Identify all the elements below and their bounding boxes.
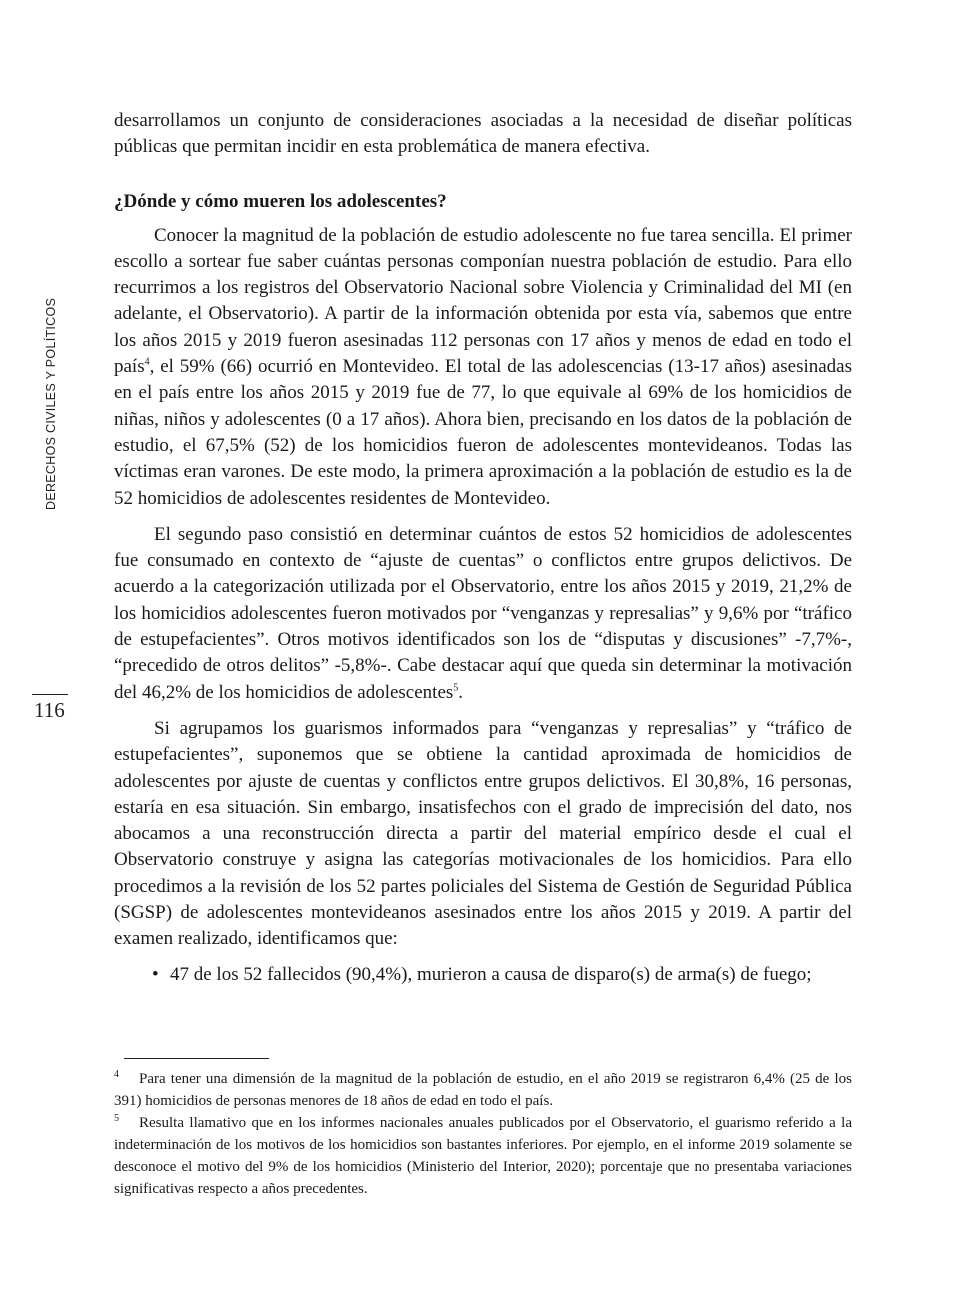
paragraph-2-text-a: El segundo paso consistió en determinar cuántos de estos 52 homicidios de adolescentes fue consumado en contexto de “ajuste de cuentas” o conflictos entre grupos delictivos. De acuerdo a la categorización utilizada por el Observatorio, entre los años 2015 y 2019, 21,2% de los homicidios adolescentes fueron motivados por “venganzas y represalias” y 9,6% por “tráfico de estupefacientes”. Otros motivos identificados son los de “disputas y discusiones” -7,7%-, “precedido de otros delitos” -5,8%-. Cabe destacar aquí que queda sin determinar la motivación del 46,2% de los homicidios de adolescentes: [114, 523, 852, 703]
page-number: 116: [34, 698, 65, 722]
paragraph-2: [114, 522, 852, 706]
list-item: [114, 962, 852, 988]
paragraph-1-text-a: Conocer la magnitud de la población de estudio adolescente no fue tarea sencilla. El primer escollo a sortear fue saber cuántas personas componían nuestra población de estudio. Para ello recurrimos a los registros del Observatorio Nacional sobre Violencia y Criminalidad del MI (en adelante, el Observatorio). A partir de la información obtenida por esta vía, sabemos que entre los años 2015 y 2019 fueron asesinadas 112 personas con 17 años y menos de edad en todo el país: [114, 224, 852, 378]
paragraph-3: Si agrupamos los guarismos informados para “venganzas y represalias” y “tráfico de estupefacientes”, suponemos que se obtiene la cantidad aproximada de homicidios de adolescentes por ajuste de cuentas y conflictos entre grupos delictivos. El 30,8%, 16 personas, estaría en esa situación. Sin embargo, insatisfechos con el grado de imprecisión del dato, nos abocamos a una reconstrucción directa a partir del material empírico desde el cual el Observatorio construye y asigna las categorías motivacionales de los homicidios. Para ello procedimos a la revisión de los 52 partes policiales del Sistema de Gestión de Seguridad Pública (SGSP) de adolescentes montevideanos asesinados entre los años 2015 y 2019. A partir del examen realizado, identificamos que:: [114, 717, 852, 950]
footnote-number: 4: [114, 1069, 119, 1080]
footnote-separator: [124, 1058, 269, 1059]
footnotes: [114, 1068, 852, 1200]
footnote-4: [114, 1068, 852, 1112]
main-text: [114, 108, 852, 988]
paragraph-1-text-b: , el 59% (66) ocurrió en Montevideo. El total de las adolescencias (13-17 años) asesinadas en el país entre los años 2015 y 2019 fue de 77, lo que equivale al 69% de los homicidios de niñas, niños y adolescentes (0 a 17 años). Ahora bien, precisando en los datos de la población de estudio, el 67,5% (52) de los homicidios fueron de adolescentes montevideanos. Todas las víctimas eran varones. De este modo, la primera aproximación a la población de estudio es la de 52 homicidios de adolescentes residentes de Montevideo.: [114, 356, 852, 509]
footnote-number: 5: [114, 1113, 119, 1124]
footnote-text: Para tener una dimensión de la magnitud de la población de estudio, en el año 2019 se registraron 6,4% (25 de los 391) homicidios de personas menores de 18 años de edad en todo el país.: [114, 1071, 852, 1109]
bullet-icon: •: [152, 963, 159, 985]
section-heading: ¿Dónde y cómo mueren los adolescentes?: [114, 190, 447, 212]
footnote-ref-5[interactable]: 5: [453, 682, 459, 694]
paragraph-1: [114, 223, 852, 512]
section-running-head: DERECHOS CIVILES Y POLÍTICOS: [44, 297, 58, 510]
footnote-5: [114, 1112, 852, 1200]
paragraph-2-text-b: .: [458, 681, 464, 703]
findings-list: [114, 962, 852, 988]
intro-paragraph: desarrollamos un conjunto de consideraciones asociadas a la necesidad de diseñar políticas públicas que permitan incidir en esta problemática de manera efectiva.: [114, 110, 852, 158]
footnote-ref-4[interactable]: 4: [144, 356, 150, 368]
footnote-text: Resulta llamativo que en los informes nacionales anuales publicados por el Observatorio, el guarismo referido a la indeterminación de los motivos de los homicidios son bastantes inferiores. Por ejemplo, en el informe 2019 solamente se desconoce el motivo del 9% de los homicidios (Ministerio del Interior, 2020); porcentaje que no presentaba variaciones significativas respecto a años precedentes.: [114, 1115, 852, 1197]
page-number-rule: [32, 694, 68, 695]
list-item-text: 47 de los 52 fallecidos (90,4%), murieron a causa de disparo(s) de arma(s) de fuego;: [170, 963, 812, 985]
